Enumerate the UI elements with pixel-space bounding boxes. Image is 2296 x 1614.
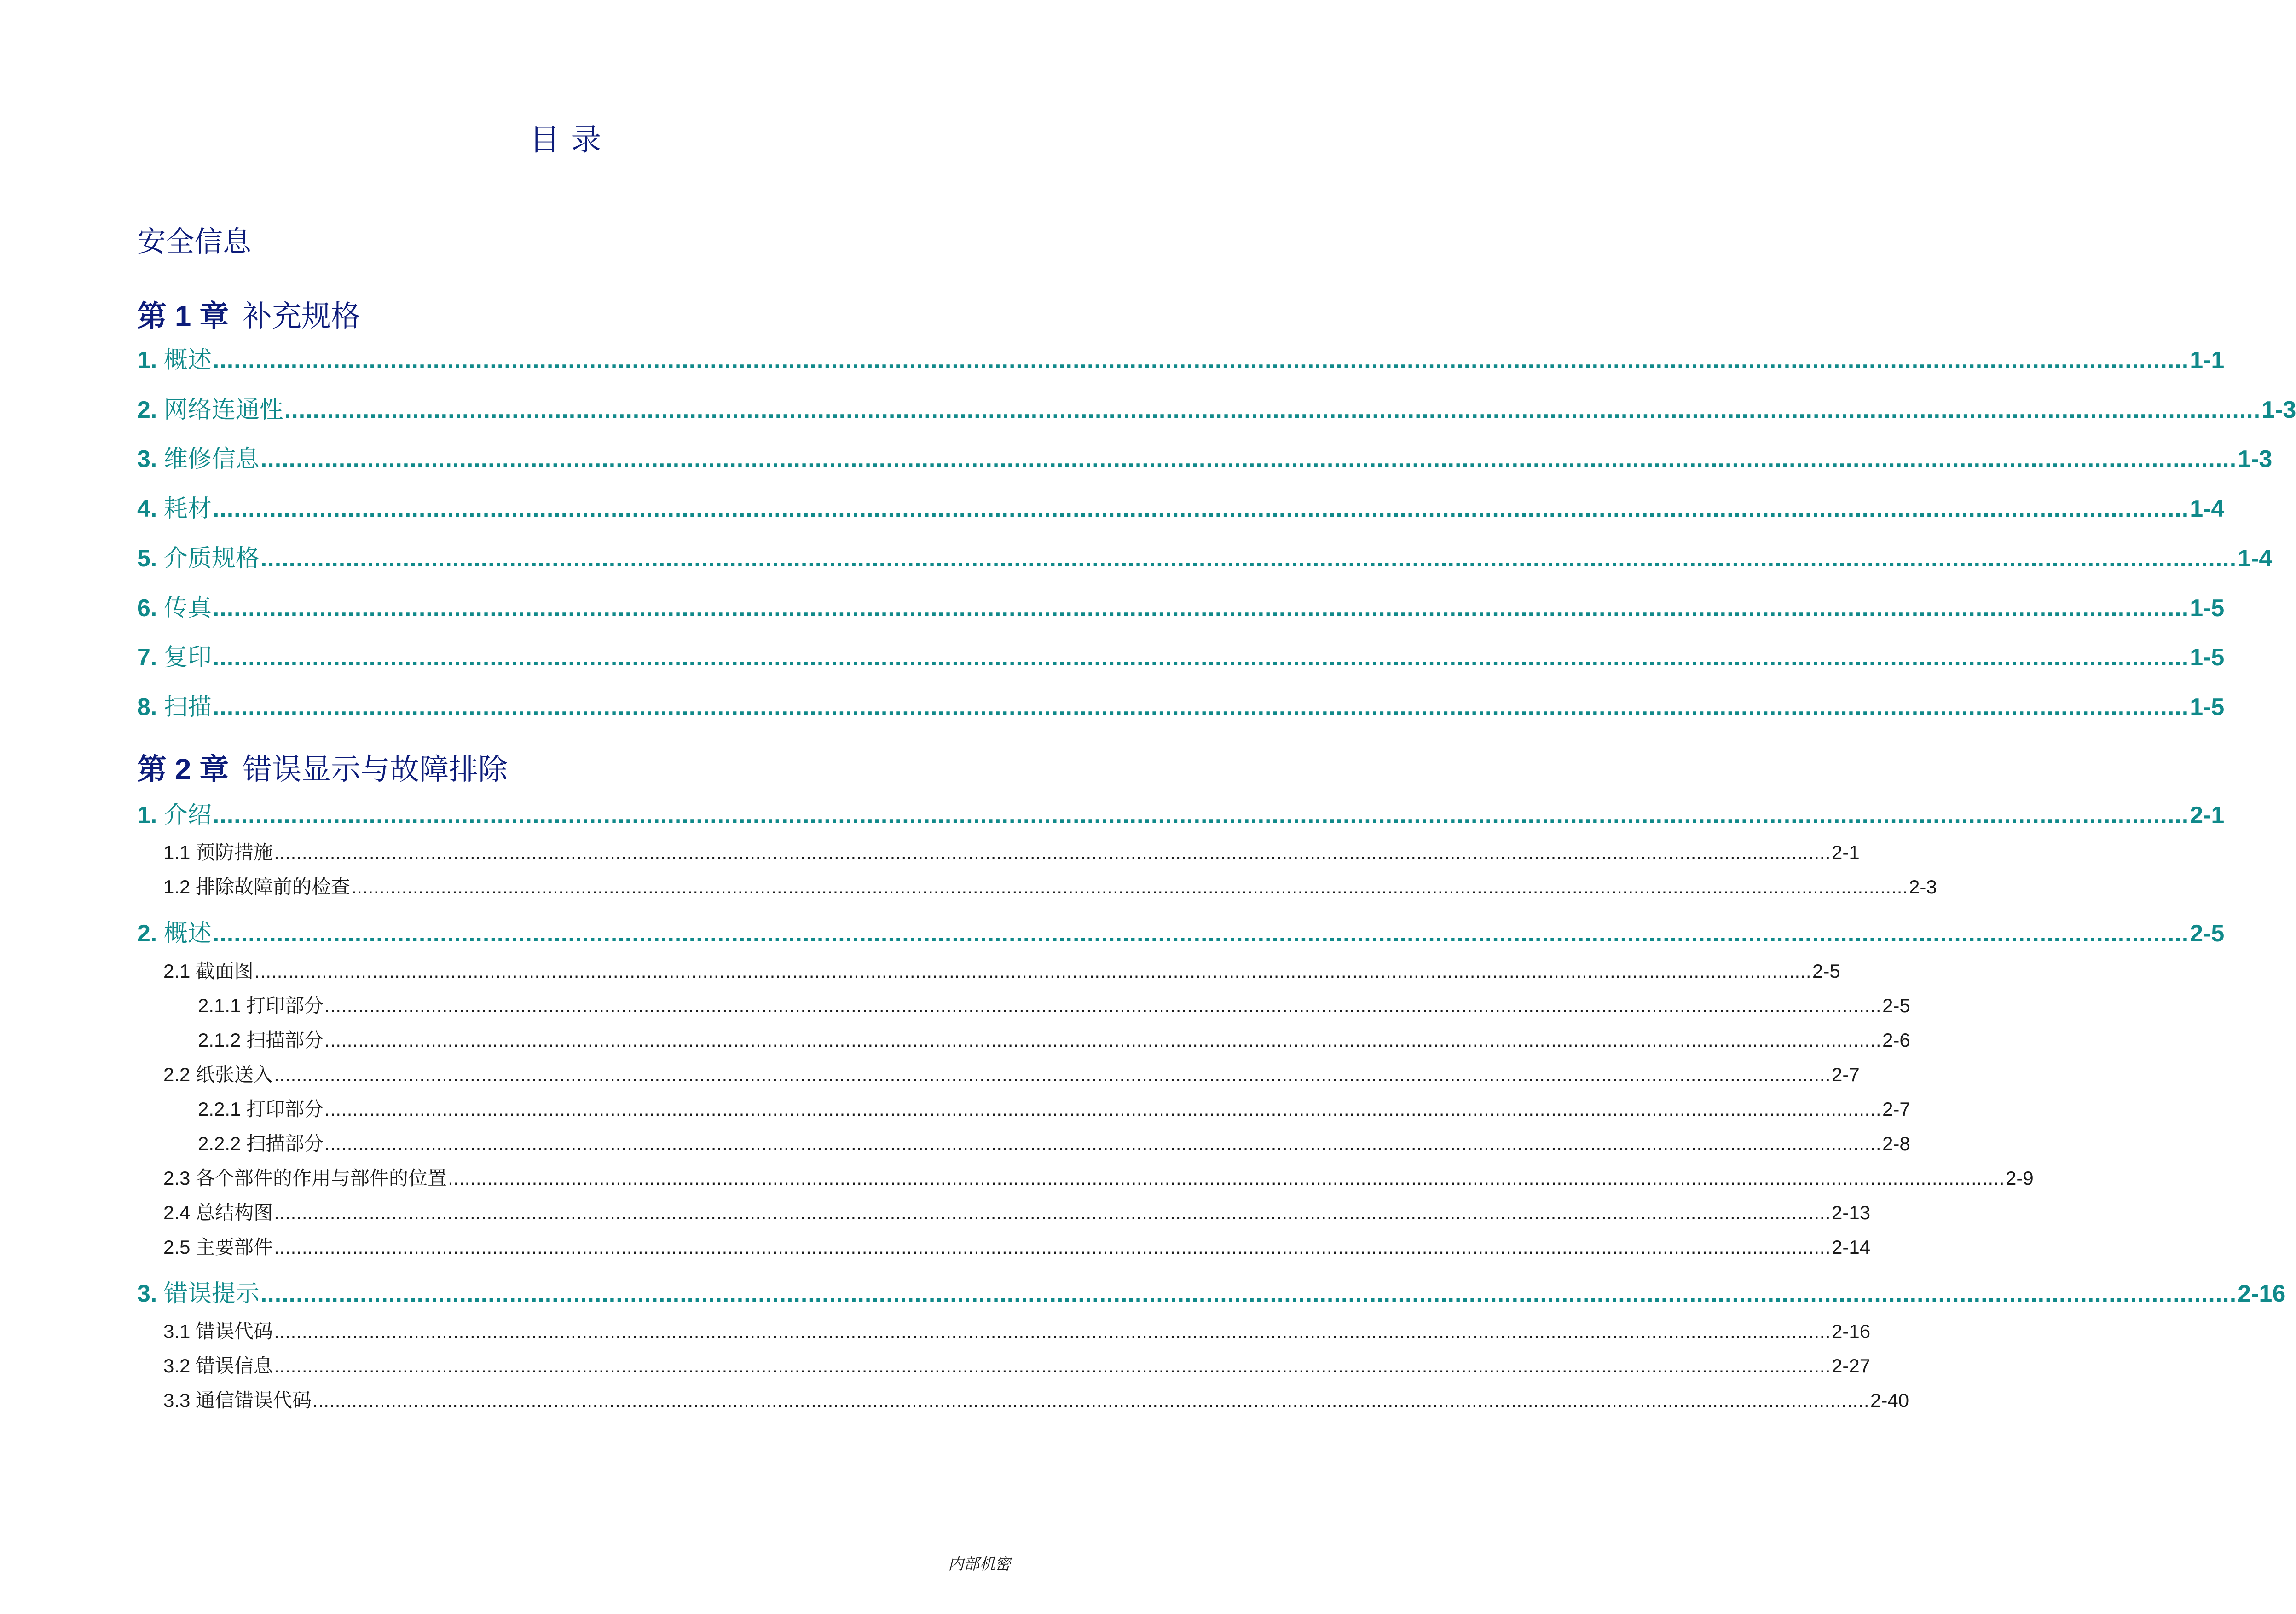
toc-entry-safety-info[interactable]: 安全信息	[137, 226, 252, 258]
page-number: 2-16	[1832, 1320, 1871, 1342]
page-number: 2-7	[1832, 1064, 1860, 1085]
page-number: 1-5	[2190, 595, 2225, 622]
chapter-2-title: 错误显示与故障排除	[243, 753, 508, 786]
page-number: 2-9	[2006, 1167, 2034, 1189]
toc-entry-2-3-2[interactable]: 3.2 错误信息 ...................................................................................................................................................................................................................................................................................... 2-27	[163, 1355, 1871, 1377]
toc-entry-2-2-3[interactable]: 2.3 各个部件的作用与部件的位置 ...................................................................................................................................................................................................................................................................................... 2-9	[163, 1167, 2034, 1189]
toc-entry-1-7[interactable]: 7. 复印 ...................................................................................................................................................................................................................................................................................... 1-5	[137, 644, 2225, 671]
chapter-2-heading[interactable]	[137, 755, 508, 784]
page-number: 2-7	[1882, 1098, 1910, 1120]
toc-entry-2-1-2[interactable]: 1.2 排除故障前的检查 ...................................................................................................................................................................................................................................................................................... 2-3	[163, 876, 1937, 898]
confidential-footer: 内部机密	[948, 1555, 1011, 1574]
page-number: 2-13	[1832, 1202, 1871, 1223]
page-number: 1-1	[2190, 347, 2225, 374]
toc-title: 目录	[529, 122, 613, 156]
page-number: 2-16	[2238, 1280, 2286, 1307]
toc-entry-2-1-1[interactable]: 1.1 预防措施 ...................................................................................................................................................................................................................................................................................... 2-1	[163, 842, 1860, 863]
toc-entry-2-2-5[interactable]: 2.5 主要部件 ...................................................................................................................................................................................................................................................................................... 2-14	[163, 1236, 1871, 1258]
toc-entry-2-2-2[interactable]: 2.2 纸张送入 ...................................................................................................................................................................................................................................................................................... 2-7	[163, 1064, 1860, 1085]
chapter-1-title: 补充规格	[243, 300, 361, 333]
page-number: 2-40	[1870, 1389, 1909, 1411]
toc-entry-1-8[interactable]: 8. 扫描 ...................................................................................................................................................................................................................................................................................... 1-5	[137, 694, 2225, 721]
page-number: 1-3	[2261, 397, 2296, 423]
toc-entry-1-4[interactable]: 4. 耗材 ...................................................................................................................................................................................................................................................................................... 1-4	[137, 496, 2225, 522]
page-number: 1-3	[2238, 446, 2273, 473]
toc-entry-1-3[interactable]: 3. 维修信息 ...................................................................................................................................................................................................................................................................................... 1-3	[137, 446, 2273, 473]
page-number: 2-8	[1882, 1133, 1910, 1154]
page-number: 2-3	[1909, 876, 1937, 898]
toc-entry-2-2-2-1[interactable]: 2.2.1 打印部分 ...................................................................................................................................................................................................................................................................................... 2-7	[198, 1098, 1910, 1120]
page-number: 1-5	[2190, 694, 2225, 721]
chapter-1-number: 第 1 章	[137, 300, 229, 333]
toc-entry-2-2-1-2[interactable]: 2.1.2 扫描部分 ...................................................................................................................................................................................................................................................................................... 2-6	[198, 1029, 1910, 1051]
toc-entry-2-2[interactable]: 2. 概述 ...................................................................................................................................................................................................................................................................................... 2-5	[137, 920, 2225, 947]
toc-entry-2-3-3[interactable]: 3.3 通信错误代码 ...................................................................................................................................................................................................................................................................................... 2-40	[163, 1389, 1909, 1411]
page-number: 1-4	[2190, 496, 2225, 522]
page-number: 2-27	[1832, 1355, 1871, 1377]
toc-entry-2-2-1-1[interactable]: 2.1.1 打印部分 ...................................................................................................................................................................................................................................................................................... 2-5	[198, 995, 1910, 1016]
chapter-1-heading[interactable]	[137, 301, 360, 331]
toc-entry-2-3-1[interactable]: 3.1 错误代码 ...................................................................................................................................................................................................................................................................................... 2-16	[163, 1320, 1871, 1342]
toc-entry-2-2-1[interactable]: 2.1 截面图 ...................................................................................................................................................................................................................................................................................... 2-5	[163, 960, 1840, 982]
page-number: 2-5	[1882, 995, 1910, 1016]
toc-entry-1-6[interactable]: 6. 传真 ...................................................................................................................................................................................................................................................................................... 1-5	[137, 595, 2225, 622]
toc-entry-2-3[interactable]: 3. 错误提示 ...................................................................................................................................................................................................................................................................................... 2-16	[137, 1280, 2286, 1307]
page-number: 1-4	[2238, 545, 2273, 572]
page-number: 2-1	[1832, 842, 1860, 863]
page-number: 2-14	[1832, 1236, 1871, 1258]
toc-entry-2-1[interactable]: 1. 介绍 ...................................................................................................................................................................................................................................................................................... 2-1	[137, 802, 2225, 829]
toc-entry-2-2-4[interactable]: 2.4 总结构图 ...................................................................................................................................................................................................................................................................................... 2-13	[163, 1202, 1871, 1223]
toc-entry-1-1[interactable]: 1. 概述 ...................................................................................................................................................................................................................................................................................... 1-1	[137, 347, 2225, 374]
toc-entry-1-5[interactable]: 5. 介质规格 ...................................................................................................................................................................................................................................................................................... 1-4	[137, 545, 2273, 572]
page-number: 2-1	[2190, 802, 2225, 829]
page-number: 1-5	[2190, 644, 2225, 671]
page-number: 2-6	[1882, 1029, 1910, 1051]
toc-entry-2-2-2-2[interactable]: 2.2.2 扫描部分 ...................................................................................................................................................................................................................................................................................... 2-8	[198, 1133, 1910, 1154]
chapter-2-number: 第 2 章	[137, 753, 229, 786]
page-number: 2-5	[2190, 920, 2225, 947]
page-number: 2-5	[1812, 960, 1840, 982]
toc-entry-1-2[interactable]: 2. 网络连通性 ...................................................................................................................................................................................................................................................................................... 1-3	[137, 397, 2296, 423]
